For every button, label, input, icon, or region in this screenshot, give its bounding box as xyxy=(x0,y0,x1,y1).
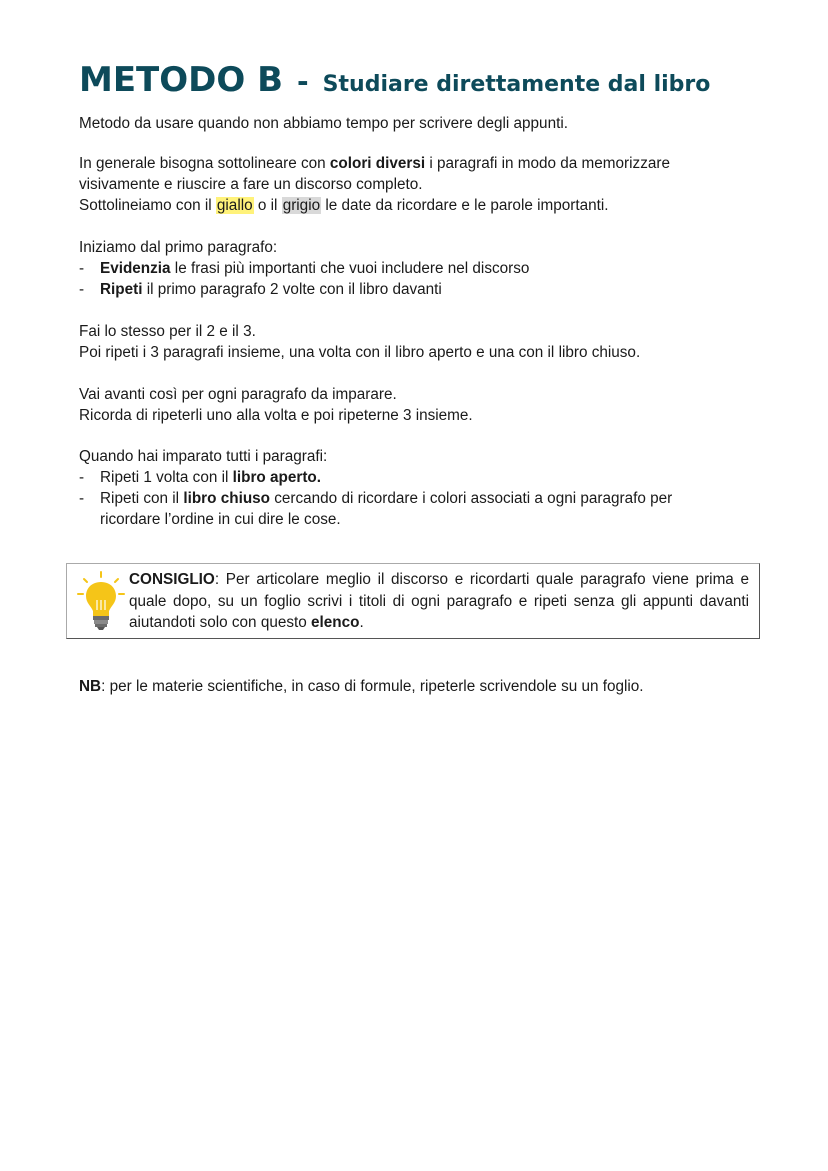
text-span: . xyxy=(359,614,364,631)
text-span: : per le materie scientifiche, in caso di formule, ripeterle scrivendole su un foglio. xyxy=(101,678,644,695)
page-title xyxy=(79,60,710,100)
text-span: i paragrafi in modo da memorizzare xyxy=(425,155,670,172)
bullet-mark: - xyxy=(79,469,85,486)
tip-label: CONSIGLIO xyxy=(129,571,215,588)
yellow-highlight: giallo xyxy=(216,197,253,214)
general-line-3 xyxy=(79,195,609,216)
note-label: NB xyxy=(79,678,102,695)
list-item xyxy=(79,467,321,488)
intro-text: Metodo da usare quando non abbiamo tempo per scrivere degli appunti. xyxy=(79,115,568,132)
text-span: il primo paragrafo 2 volte con il libro davanti xyxy=(142,281,442,298)
title-main: METODO B xyxy=(79,60,284,100)
bold-text: libro chiuso xyxy=(183,490,271,507)
continue-line-1: Vai avanti così per ogni paragrafo da imparare. xyxy=(79,386,397,403)
lightbulb-icon xyxy=(75,570,127,634)
bullet-mark: - xyxy=(79,260,85,277)
general-line-1 xyxy=(79,153,670,174)
tip-box xyxy=(66,563,760,639)
title-subtitle: Studiare direttamente dal libro xyxy=(322,72,711,97)
bold-text: Ripeti xyxy=(100,281,143,298)
list-item xyxy=(79,488,672,509)
text-span: le frasi più importanti che vuoi includere nel discorso xyxy=(170,260,530,277)
text-span: : Per articolare meglio il discorso e ricordarti quale paragrafo viene prima e quale dopo, su un foglio scrivi i titoli di ogni paragrafo e ripeti senza gli appunti davanti aiutandoti solo con questo xyxy=(129,571,749,631)
general-line-2: visivamente e riuscire a fare un discorso completo. xyxy=(79,176,423,193)
bullet-mark: - xyxy=(79,490,85,507)
text-span: Sottolineiamo con il xyxy=(79,197,216,214)
all-learned-heading: Quando hai imparato tutti i paragrafi: xyxy=(79,448,328,465)
list-item xyxy=(79,258,529,279)
note-text xyxy=(79,676,644,697)
list-item-continuation: ricordare l’ordine in cui dire le cose. xyxy=(100,511,341,528)
grey-highlight: grigio xyxy=(282,197,321,214)
text-span: In generale bisogna sottolineare con xyxy=(79,155,330,172)
bold-text: elenco xyxy=(311,614,360,631)
text-span: Ripeti con il xyxy=(100,490,184,507)
tip-text xyxy=(129,569,749,634)
text-span: Ripeti 1 volta con il xyxy=(100,469,233,486)
bold-text: colori diversi xyxy=(329,155,426,172)
same-line-1: Fai lo stesso per il 2 e il 3. xyxy=(79,323,256,340)
bold-text: Evidenzia xyxy=(100,260,171,277)
continue-line-2: Ricorda di ripeterli uno alla volta e poi ripeterne 3 insieme. xyxy=(79,407,473,424)
text-span: o il xyxy=(253,197,282,214)
text-span: cercando di ricordare i colori associati a ogni paragrafo per xyxy=(270,490,673,507)
text-span: le date da ricordare e le parole importanti. xyxy=(321,197,609,214)
list-item xyxy=(79,279,442,300)
first-paragraph-heading: Iniziamo dal primo paragrafo: xyxy=(79,239,278,256)
title-dash: - xyxy=(297,65,309,98)
bullet-mark: - xyxy=(79,281,85,298)
bold-text: libro aperto. xyxy=(232,469,322,486)
same-line-2: Poi ripeti i 3 paragrafi insieme, una volta con il libro aperto e una con il libro chiuso. xyxy=(79,344,641,361)
